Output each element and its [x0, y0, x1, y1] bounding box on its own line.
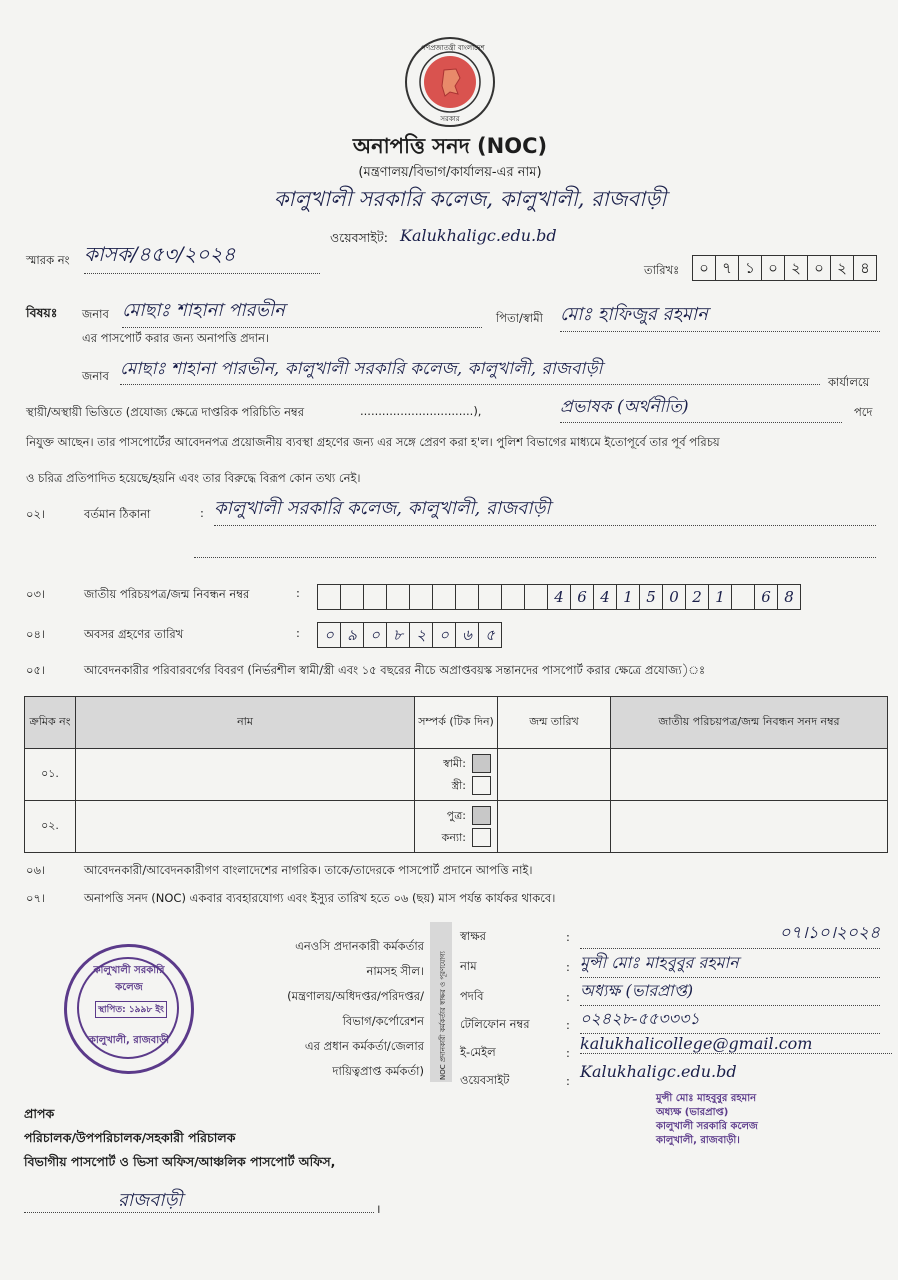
official-name-seal	[656, 1092, 758, 1148]
retirement-digit: ২	[409, 622, 433, 648]
item05-label: আবেদনকারীর পরিবারবর্গের বিবরণ (নির্ভরশীল স্বামী/স্ত্রী এবং ১৫ বছরের নীচে অপ্রাপ্তবয়স্ক সন্তানদের পাসপোর্ট করার ক্ষেত্রে প্রযোজ্য)ঃ	[84, 663, 706, 677]
date-digit: ০	[692, 255, 716, 281]
designation-label: পদবি	[460, 989, 484, 1003]
nid-digit: 6	[570, 584, 594, 610]
website-field-label: ওয়েবসাইট	[460, 1073, 510, 1087]
date-digit: ৭	[715, 255, 739, 281]
husband-checkbox[interactable]	[472, 754, 491, 773]
subject-line2: এর পাসপোর্ট করার জন্য অনাপত্তি প্রদান।	[82, 331, 270, 345]
nid-digit: 4	[593, 584, 617, 610]
father-name: মোঃ হাফিজুর রহমান	[560, 300, 880, 332]
colon: :	[566, 960, 570, 974]
retirement-digit: ০	[317, 622, 341, 648]
nid-digit	[386, 584, 410, 610]
seal-line: মুন্সী মোঃ মাহবুবুর রহমান	[656, 1093, 757, 1104]
row-dob-cell	[498, 801, 611, 853]
nid-digit	[409, 584, 433, 610]
retirement-digit: ০	[432, 622, 456, 648]
seal-bottom-text: কালুখালী, রাজবাড়ী	[88, 1035, 170, 1046]
nid-boxes	[318, 584, 801, 610]
nid-digit: 5	[639, 584, 663, 610]
seal-outer-text: কালুখালী সরকারি কলেজ	[93, 965, 165, 993]
daughter-checkbox[interactable]	[472, 828, 491, 847]
item04-num: ০৪।	[26, 627, 46, 641]
seal-line: অধ্যক্ষ (ভারপ্রাপ্ত)	[656, 1107, 729, 1118]
table-row	[25, 801, 888, 853]
table-row	[25, 749, 888, 801]
relation-label: স্বামী:	[443, 756, 466, 770]
item07-num: ০৭।	[26, 891, 46, 905]
item04-colon: :	[296, 626, 300, 640]
seal-line: কালুখালী, রাজবাড়ী।	[656, 1135, 740, 1146]
col-name: নাম	[76, 697, 415, 749]
row-name-cell	[76, 801, 415, 853]
body-post-suffix: পদে	[854, 405, 873, 419]
recipient-city: রাজবাড়ী	[118, 1190, 183, 1211]
date-digit: ২	[784, 255, 808, 281]
item02-colon: :	[200, 506, 204, 520]
nid-digit: 0	[662, 584, 686, 610]
phone-label: টেলিফোন নম্বর	[460, 1017, 530, 1031]
recipient-dotted-line	[24, 1200, 374, 1213]
family-table	[24, 696, 888, 853]
designation-value: অধ্যক্ষ (ভারপ্রাপ্ত)	[580, 978, 880, 1006]
col-serial: ক্রমিক নং	[25, 697, 76, 749]
signatory-line: এর প্রধান কর্মকর্তা/জেলার	[304, 1039, 424, 1053]
body-name-office: মোছাঃ শাহানা পারভীন, কালুখালী সরকারি কলেজ, কালুখালী, রাজবাড়ী	[120, 356, 820, 385]
item06-num: ০৬।	[26, 863, 46, 877]
college-round-seal	[64, 944, 194, 1074]
nid-digit	[524, 584, 548, 610]
address-line2	[194, 545, 876, 558]
nid-digit: 8	[777, 584, 801, 610]
recipient-line1: পরিচালক/উপপরিচালক/সহকারী পরিচালক	[24, 1130, 236, 1145]
nid-digit: 2	[685, 584, 709, 610]
document-title: অনাপত্তি সনদ (NOC)	[352, 134, 548, 158]
date-digit: ০	[807, 255, 831, 281]
body-line2-dots: ...............................),	[360, 404, 482, 418]
name-value: মুন্সী মোঃ মাহবুবুর রহমান	[580, 950, 880, 978]
signatory-note	[228, 934, 424, 1084]
nid-digit	[478, 584, 502, 610]
recipient-line2: বিভাগীয় পাসপোর্ট ও ভিসা অফিস/আঞ্চলিক পাসপোর্ট অফিস,	[24, 1154, 336, 1169]
body-office-suffix: কার্যালয়ে	[828, 375, 870, 389]
website-label: ওয়েবসাইট:	[330, 230, 388, 245]
nid-digit: 4	[547, 584, 571, 610]
retirement-digit: ৫	[478, 622, 502, 648]
nid-digit	[455, 584, 479, 610]
memo-label: স্মারক নং	[26, 253, 70, 267]
item03-colon: :	[296, 586, 300, 600]
date-boxes	[693, 255, 877, 281]
signature-label: স্বাক্ষর	[460, 929, 486, 943]
applicant-name: মোছাঃ শাহানা পারভীন	[122, 296, 482, 328]
emblem-top-text: গণপ্রজাতন্ত্রী বাংলাদেশ	[421, 44, 485, 52]
date-digit: ১	[738, 255, 762, 281]
email-value: kalukhalicollege@gmail.com	[580, 1034, 892, 1054]
recipient-line-end: ।	[376, 1202, 381, 1216]
date-digit: ৪	[853, 255, 877, 281]
row-nid-cell	[611, 801, 888, 853]
office-name: কালুখালী সরকারি কলেজ, কালুখালী, রাজবাড়ী	[273, 187, 667, 211]
retirement-digit: ৯	[340, 622, 364, 648]
row-nid-cell	[611, 749, 888, 801]
nid-digit	[432, 584, 456, 610]
website-field-value: Kalukhaligc.edu.bd	[580, 1062, 737, 1081]
son-checkbox[interactable]	[472, 806, 491, 825]
nid-digit	[501, 584, 525, 610]
relation-label: কন্যা:	[441, 830, 466, 844]
item07-text: অনাপত্তি সনদ (NOC) একবার ব্যবহারযোগ্য এবং ইস্যুর তারিখ হতে ০৬ (ছয়) মাস পর্যন্ত কার্যকর থাকবে।	[84, 891, 556, 905]
item06-text: আবেদনকারী/আবেদনকারীগণ বাংলাদেশের নাগরিক। তাকে/তাদেরকে পাসপোর্ট প্রদানে আপত্তি নাই।	[84, 863, 533, 877]
memo-value: কাসক/৪৫৩/২০২৪	[84, 240, 320, 274]
retirement-digit: ৬	[455, 622, 479, 648]
retirement-digit: ৮	[386, 622, 410, 648]
seal-line: কালুখালী সরকারি কলেজ	[656, 1121, 758, 1132]
item02-num: ০২।	[26, 507, 46, 521]
item03-label: জাতীয় পরিচয়পত্র/জন্ম নিবন্ধন নম্বর	[84, 587, 250, 601]
body-mr-label: জনাব	[82, 369, 109, 383]
signature-value: ০৭।১০।২০২৪	[580, 920, 880, 949]
father-label: পিতা/স্বামী	[496, 311, 543, 325]
date-label: তারিখঃ	[644, 263, 680, 277]
row-name-cell	[76, 749, 415, 801]
nid-digit: 1	[616, 584, 640, 610]
website-value: Kalukhaligc.edu.bd	[400, 226, 557, 245]
family-table-header	[25, 697, 888, 749]
seal-inner-text: স্থাপিত: ১৯৯৮ ইং	[95, 1001, 167, 1018]
nid-digit	[340, 584, 364, 610]
subject-label: বিষয়ঃ	[26, 305, 58, 320]
document-subtitle: (মন্ত্রণালয়/বিভাগ/কার্যালয়-এর নাম)	[358, 165, 542, 180]
col-relation: সম্পর্ক (টিক দিন)	[415, 697, 498, 749]
retirement-digit: ০	[363, 622, 387, 648]
nid-digit	[731, 584, 755, 610]
government-emblem	[404, 36, 496, 128]
row-serial: ০১.	[25, 749, 76, 801]
subject-mr-label: জনাব	[82, 307, 109, 321]
relation-label: পুত্র:	[446, 808, 466, 822]
colon: :	[566, 990, 570, 1004]
signatory-line: নামসহ সীল।	[366, 964, 424, 978]
body-line2-prefix: স্থায়ী/অস্থায়ী ভিত্তিতে (প্রযোজ্য ক্ষেত্রে দাপ্তরিক পরিচিতি নম্বর	[26, 405, 305, 419]
signatory-line: এনওসি প্রদানকারী কর্মকর্তার	[295, 939, 424, 953]
nid-digit: 1	[708, 584, 732, 610]
date-digit: ২	[830, 255, 854, 281]
signatory-line: বিভাগ/কর্পোরেশন	[342, 1014, 424, 1028]
date-digit: ০	[761, 255, 785, 281]
present-address: কালুখালী সরকারি কলেজ, কালুখালী, রাজবাড়ী	[214, 494, 876, 526]
item04-label: অবসর গ্রহণের তারিখ	[84, 627, 184, 641]
colon: :	[566, 1018, 570, 1032]
item05-num: ০৫।	[26, 663, 46, 677]
phone-value: ০২৪২৮-৫৫৩৩৩১	[580, 1006, 880, 1034]
colon: :	[566, 1074, 570, 1088]
emblem-bottom-text: সরকার	[440, 115, 460, 123]
signatory-line: (মন্ত্রণালয়/অধিদপ্তর/পরিদপ্তর/	[287, 989, 424, 1003]
wife-checkbox[interactable]	[472, 776, 491, 795]
relation-label: স্ত্রী:	[451, 778, 466, 792]
colon: :	[566, 1046, 570, 1060]
nid-digit	[317, 584, 341, 610]
row-relation-cell	[415, 749, 498, 801]
nid-digit	[363, 584, 387, 610]
row-serial: ০২.	[25, 801, 76, 853]
vertical-text: NOC প্রদানকারী কর্মকর্তার স্বাক্ষর ও পূরণযোগ্য	[439, 951, 447, 1080]
signatory-line: দায়িত্বপ্রাপ্ত কর্মকর্তা)	[332, 1064, 424, 1078]
colon: :	[566, 930, 570, 944]
recipient-heading: প্রাপক	[24, 1106, 55, 1121]
designation: প্রভাষক (অর্থনীতি)	[560, 394, 842, 423]
nid-digit: 6	[754, 584, 778, 610]
item02-label: বর্তমান ঠিকানা	[84, 507, 151, 521]
row-dob-cell	[498, 749, 611, 801]
name-label: নাম	[460, 959, 477, 973]
item03-num: ০৩।	[26, 587, 46, 601]
row-relation-cell	[415, 801, 498, 853]
body-line3: নিযুক্ত আছেন। তার পাসপোর্টের আবেদনপত্র প্রয়োজনীয় ব্যবস্থা গ্রহণের জন্য এর সঙ্গে প্রেরণ করা হ'ল। পুলিশ বিভাগের মাধ্যমে ইতোপূর্বে তার পূর্ব পরিচয়	[26, 435, 720, 449]
retirement-date-boxes	[318, 622, 502, 648]
col-dob: জন্ম তারিখ	[498, 697, 611, 749]
body-line4: ও চরিত্র প্রতিপাদিত হয়েছে/হয়নি এবং তার বিরুদ্ধে বিরূপ কোন তথ্য নেই।	[26, 471, 361, 485]
col-nid: জাতীয় পরিচয়পত্র/জন্ম নিবন্ধন সনদ নম্বর	[611, 697, 888, 749]
email-label: ই-মেইল	[460, 1045, 496, 1059]
